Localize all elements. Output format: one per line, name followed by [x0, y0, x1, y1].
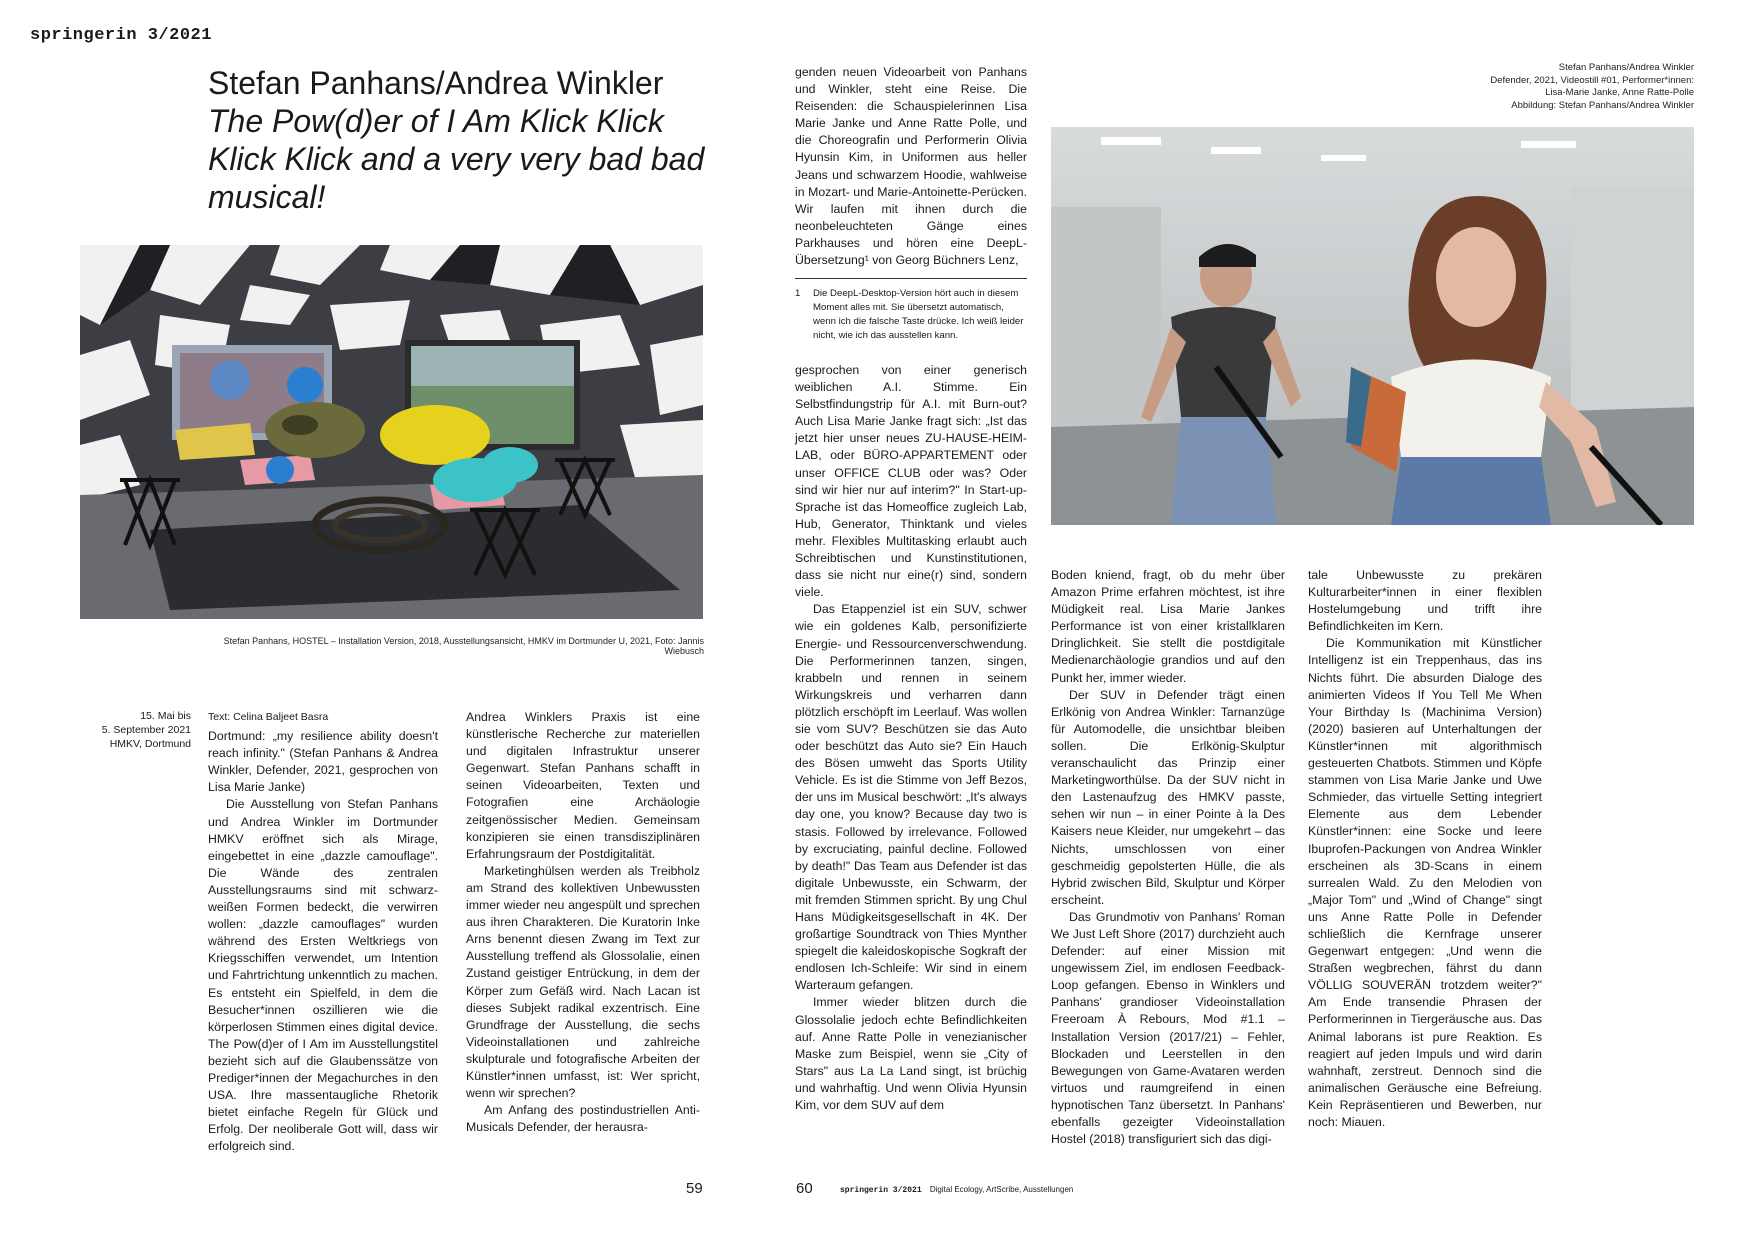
paragraph: Immer wieder blitzen durch die Glossolalie jedoch echte Befindlichkeiten auf. Anne Ratte Polle in venezianischer Maske zum Beispiel, wenn sie „City of Stars" aus La La Land singt, ist brüchig und wahrhaftig. Und wenn Olivia Hyunsin Kim, vor dem SUV auf dem [795, 995, 1027, 1113]
exhibition-info [80, 709, 191, 751]
caption-credit: Abbildung: Stefan Panhans/Andrea Winkler [1511, 99, 1694, 111]
paragraph: tale Unbewusste zu prekären Kulturarbeiter*innen in einer flexiblen Hostelumgebung und trifft ihre Befindlichkeiten im Kern. [1308, 568, 1542, 634]
paragraph: Marketinghülsen werden als Treibholz am Strand des kollektiven Unbewussten immer wieder neu angespült und sprechen aus ihren Charakteren. Die Kuratorin Inke Arns benennt diesen Zwang im Text zur Ausstellung treffend als Glossolalie, einen Zustand geistiger Entrückung, in dem der Körper zum Gefäß wird. Nach Lacan ist dieses Subjekt radikal exzentrisch. Eine Grundfrage der Ausstellung, die sechs Videoinstallationen und zahlreiche skulpturale und fotografische Arbeiten der Künstler*innen umfasst, ist: Wer spricht, wenn wir sprechen? [466, 863, 700, 1101]
footer-section: Digital Ecology, ArtScribe, Ausstellungen [929, 1185, 1074, 1194]
text-column-1 [208, 709, 438, 1155]
exhibition-date-end: 5. September 2021 [101, 724, 191, 736]
footnote [795, 287, 1027, 343]
photo-caption-right [1404, 62, 1694, 112]
caption-work: Defender, 2021, Videostill #01, Performer*innen: [1490, 74, 1694, 86]
footnote-text: Die DeepL-Desktop-Version hört auch in diesem Moment alles mit. Sie übersetzt automatisch, wenn ich die falsche Taste drücke. Ich weiß leider nicht, wie ich das ausstellen kann. [813, 288, 1024, 341]
paragraph: Die Ausstellung von Stefan Panhans und Andrea Winkler im Dortmunder HMKV eröffnet sich als Mirage, eingebettet in eine „dazzle camouflage". Die Wände des zentralen Ausstellungsraums sind mit schwarz-weißen Formen bedeckt, die verwirren wollen: „dazzle camouflages" wurden während des Ersten Weltkriegs von Kriegsschiffen verwendet, um Intention und Fahrtrichtung unkenntlich zu machen. Es entsteht ein Spielfeld, in dem die Besucher*innen oszillieren wie die körperlosen Stimmen eines digital device. The Pow(d)er of I Am im Ausstellungstitel bezieht sich auf die Glaubenssätze von Prediger*innen der Megachurches in den USA. Ihre massentaugliche Rhetorik bietet einfache Regeln für Glück und Erfolg. Der neoliberale Gott will, dass wir erfolgreich sind. [208, 797, 438, 1154]
text-column-3-top [795, 64, 1027, 269]
paragraph: Boden kniend, fragt, ob du mehr über Amazon Prime erfahren möchtest, ist ihre Müdigkeit real. Lisa Marie Jankes Performance ist von einer kristallklaren Dringlichkeit. Sie stellt die postdigitale Medienarchäologie grandios und auf den Punkt her, immer wieder. [1051, 568, 1285, 685]
installation-photo [80, 245, 703, 619]
footnote-divider [795, 278, 1027, 279]
paragraph: Das Grundmotiv von Panhans' Roman We Just Left Shore (2017) durchzieht auch Defender: auf einer Mission mit ungewissem Ziel, im endlosen Feedback-Loop gefangen. Ebenso in Winklers und Panhans' grandioser Videoinstallation Freeroam À Rebours, Mod #1.1 – Installation Version (2017/21) – Fehler, Blockaden und Leerstellen in den Bewegungen von Game-Avataren werden virtuos und raumgreifend in einen hypnotischen Tanz übersetzt. In Panhans' ebenfalls gezeigter Videoinstallation Hostel (2018) transfiguriert sich das digi- [1051, 909, 1285, 1147]
exhibition-venue: HMKV, Dortmund [109, 738, 191, 750]
exhibition-date-start: 15. Mai bis [140, 710, 191, 722]
page-number-right: 60 [796, 1180, 813, 1197]
footer-magazine: springerin 3/2021 [840, 1186, 922, 1195]
caption-artists: Stefan Panhans/Andrea Winkler [1558, 62, 1694, 73]
masthead: springerin 3/2021 [30, 26, 212, 45]
paragraph: Dortmund: „my resilience ability doesn't reach infinity." (Stefan Panhans & Andrea Winkler, Defender, 2021, gesprochen von Lisa Marie Janke) [208, 729, 438, 795]
paragraph: Die Kommunikation mit Künstlicher Intelligenz ist ein Treppenhaus, das ins Nichts führt. Die absurden Dialoge des animierten Videos If You Tell Me When Your Birthday Is (Machinima Version) (2020) basieren auf Unterhaltungen der Künstler*innen mit algorithmisch gesteuerten Chatbots. Stimmen und Köpfe stammen von Lisa Marie Janke und Uwe Schmieder, das virtuelle Setting integriert Elemente aus dem Lebender Künstler*innen: eine Socke und leere Ibuprofen-Packungen von Andrea Winkler erscheinen als 3D-Scans in einem surrealen Wald. Zu den Melodien von „Major Tom" und „Wind of Change" singt uns Anne Ratte Polle in Defender schließlich die Kernfrage unserer Gegenwart entgegen: „Und wenn die Straßen wegbrechen, fährst du dann VÖLLIG SOUVERÄN trotzdem weiter?" Am Ende transendie Phrasen der Performerinnen in Tiergeräusche aus. Das Animal laborans ist pure Reaktion. Es reagiert auf jeden Impuls und wird darin wahnhaft, zerstreut. Dennoch sind die animalischen Geräusche eine Befreiung. Kein Repräsentieren und Bewerben, nur noch: Miauen. [1308, 636, 1542, 1129]
video-still-photo [1051, 127, 1694, 525]
text-column-2 [466, 709, 700, 1136]
paragraph: Andrea Winklers Praxis ist eine künstlerische Recherche zur materiellen und digitalen Infrastruktur unserer Gegenwart. Stefan Panhans schafft in seinen Videoarbeiten, Texten und Fotografien eine Archäologie zeitgenössischer Medien. Gemeinsam konzipieren sie einen transdisziplinären Erfahrungsraum der Postdigitalität. [466, 710, 700, 861]
article-title [208, 64, 728, 216]
footnote-number: 1 [795, 288, 801, 299]
running-footer [840, 1185, 1073, 1195]
page-number-left: 59 [686, 1180, 703, 1197]
text-column-5 [1308, 567, 1542, 1131]
paragraph: Am Anfang des postindustriellen Anti-Musicals Defender, der herausra- [466, 1103, 700, 1135]
caption-performers: Lisa-Marie Janke, Anne Ratte-Polle [1545, 87, 1694, 98]
paragraph: genden neuen Videoarbeit von Panhans und Winkler, steht eine Reise. Die Reisenden: die Schauspielerinnen Lisa Marie Janke und Anne Ratte Polle, und die Choreografin und Performerin Olivia Hyunsin Kim, in Uniformen aus heller Jeans und schwarzem Hoodie, wahlweise in Mozart- und Marie-Antoinette-Perücken. Wir laufen mit ihnen durch die neonbeleuchteten Gänge eines Parkhauses und hören eine DeepL-Übersetzung¹ von Georg Büchners Lenz, [795, 65, 1027, 268]
text-column-4 [1051, 567, 1285, 1148]
paragraph: Der SUV in Defender trägt einen Erlkönig von Andrea Winkler: Tarnanzüge für Automodelle, die unsichtbar bleiben sollen. Die Erlkönig-Skulptur veranschaulicht das Prinzip einer Marketingworthülse. Da der SUV nicht in den Lastenaufzug des HMKV passte, sehen wir nun – in einer Pointe à la Des Kaisers neue Kleider, nur umgekehrt – das Nichts, umschlossen von einer geschmeidig gepolsterten Hülle, die als Hybrid zwischen Bild, Skulptur und Körper erscheint. [1051, 687, 1285, 907]
byline: Text: Celina Baljeet Basra [208, 711, 329, 723]
title-work: The Pow(d)er of I Am Klick Klick Klick Klick and a very very bad bad musical! [208, 103, 705, 215]
text-column-3 [795, 362, 1027, 1114]
title-artists: Stefan Panhans/Andrea Winkler [208, 65, 664, 101]
photo-caption-left: Stefan Panhans, HOSTEL – Installation Version, 2018, Ausstellungsansicht, HMKV im Dortmunder U, 2021, Foto: Jannis Wiebusch [223, 636, 704, 656]
paragraph: gesprochen von einer generisch weiblichen A.I. Stimme. Ein Selbstfindungstrip für A.I. mit Burn-out? Auch Lisa Marie Janke fragt sich: „Ist das jetzt hier unser neues ZU-HAUSE-HEIM-LAB, oder BÜRO-APPARTEMENT oder unser OFFICE CLUB oder was? Oder sind wir hier nur auf interim?" In Start-up-Sprache ist das Homeoffice zugleich Lab, Hub, Generator, Thinktank und vieles mehr. Flexibles Multitasking erlaubt auch Schreibtischen und Kunstinstitutionen, dass sie nicht nur eine(r) sind, sondern viele. [795, 363, 1027, 600]
paragraph: Das Etappenziel ist ein SUV, schwer wie ein goldenes Kalb, personifizierte Energie- und Ressourcenverschwendung. Die Performerinnen tanzen, singen, krabbeln und rennen in seinem Wirkungskreis und verharren dann plötzlich erschöpft im Leerlauf. Was wollen sie vom SUV? Beschützen sie das Auto oder beschützt das Auto sie? Ein Hauch des Bösen umweht das Sports Utility Vehicle. Es ist die Stimme von Jeff Bezos, der uns im Musical beschwört: „It's always day one, you know? Because day two is stasis. Followed by irrelevance. Followed by excruciating, painful decline. Followed by death!" Das Team aus Defender ist das digitale Unbewusste, ein Schwarm, der mit fremden Stimmen spricht. By ung Chul Hans Müdigkeitsgesellschaft in 4K. Der großartige Soundtrack von Thies Mynther spiegelt die kaleidoskopische Sogkraft der endlosen Ich-Schleife: Wir sind in einem Warteraum gefangen. [795, 602, 1027, 993]
